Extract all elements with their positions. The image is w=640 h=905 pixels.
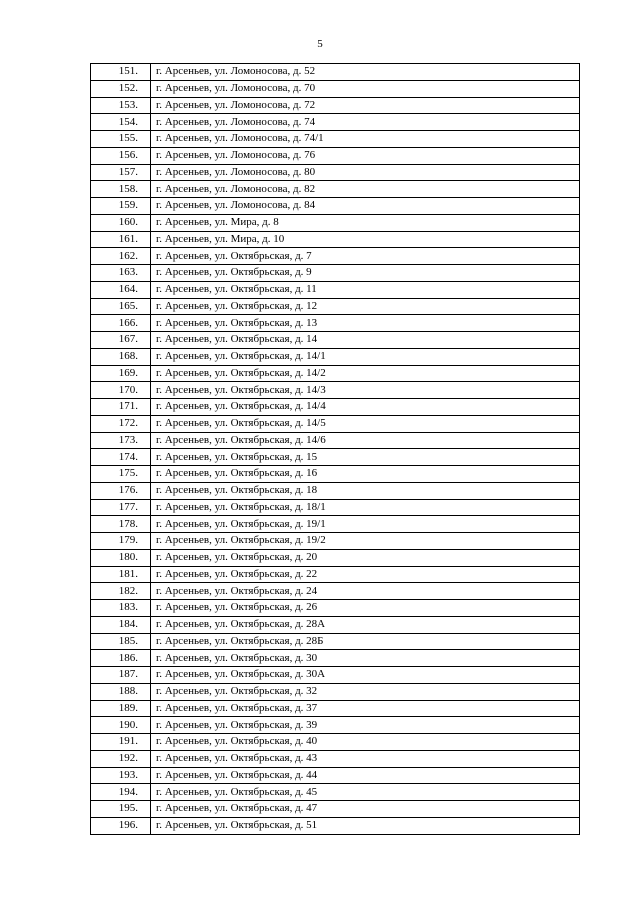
row-number: 159. [91,198,151,215]
row-number: 160. [91,214,151,231]
table-row [91,549,580,566]
row-number: 189. [91,700,151,717]
row-number: 156. [91,147,151,164]
table-row [91,717,580,734]
row-number: 155. [91,131,151,148]
row-number: 169. [91,365,151,382]
table-row [91,315,580,332]
row-number: 177. [91,499,151,516]
row-number: 152. [91,80,151,97]
row-address: г. Арсеньев, ул. Октябрьская, д. 20 [151,549,580,566]
row-address: г. Арсеньев, ул. Октябрьская, д. 9 [151,265,580,282]
row-address: г. Арсеньев, ул. Октябрьская, д. 13 [151,315,580,332]
row-number: 172. [91,415,151,432]
row-address: г. Арсеньев, ул. Ломоносова, д. 70 [151,80,580,97]
table-row [91,198,580,215]
table-row [91,566,580,583]
table-row [91,265,580,282]
row-address: г. Арсеньев, ул. Ломоносова, д. 72 [151,97,580,114]
row-address: г. Арсеньев, ул. Октябрьская, д. 24 [151,583,580,600]
row-address: г. Арсеньев, ул. Октябрьская, д. 12 [151,298,580,315]
row-number: 186. [91,650,151,667]
row-address: г. Арсеньев, ул. Ломоносова, д. 84 [151,198,580,215]
row-address: г. Арсеньев, ул. Ломоносова, д. 52 [151,64,580,81]
row-address: г. Арсеньев, ул. Октябрьская, д. 51 [151,817,580,834]
table-row [91,114,580,131]
row-address: г. Арсеньев, ул. Октябрьская, д. 47 [151,801,580,818]
table-row [91,449,580,466]
row-number: 166. [91,315,151,332]
address-table-body [91,64,580,835]
row-number: 153. [91,97,151,114]
row-number: 181. [91,566,151,583]
table-row [91,784,580,801]
table-row [91,533,580,550]
table-row [91,181,580,198]
table-row [91,750,580,767]
row-number: 195. [91,801,151,818]
table-row [91,164,580,181]
page-number: 5 [317,38,323,50]
row-address: г. Арсеньев, ул. Октябрьская, д. 16 [151,466,580,483]
table-row [91,415,580,432]
table-row [91,700,580,717]
row-address: г. Арсеньев, ул. Октябрьская, д. 19/2 [151,533,580,550]
table-row [91,767,580,784]
row-number: 190. [91,717,151,734]
row-address: г. Арсеньев, ул. Октябрьская, д. 14/1 [151,348,580,365]
row-number: 168. [91,348,151,365]
row-address: г. Арсеньев, ул. Октябрьская, д. 39 [151,717,580,734]
table-row [91,482,580,499]
table-row [91,432,580,449]
row-address: г. Арсеньев, ул. Октябрьская, д. 18/1 [151,499,580,516]
table-row [91,600,580,617]
row-number: 193. [91,767,151,784]
row-address: г. Арсеньев, ул. Октябрьская, д. 15 [151,449,580,466]
row-address: г. Арсеньев, ул. Октябрьская, д. 14/6 [151,432,580,449]
table-row [91,466,580,483]
row-number: 180. [91,549,151,566]
table-row [91,97,580,114]
table-row [91,131,580,148]
row-address: г. Арсеньев, ул. Ломоносова, д. 74 [151,114,580,131]
row-address: г. Арсеньев, ул. Октябрьская, д. 32 [151,683,580,700]
row-address: г. Арсеньев, ул. Октябрьская, д. 7 [151,248,580,265]
table-row [91,667,580,684]
table-row [91,817,580,834]
row-address: г. Арсеньев, ул. Ломоносова, д. 74/1 [151,131,580,148]
row-address: г. Арсеньев, ул. Октябрьская, д. 45 [151,784,580,801]
address-table [90,63,580,835]
row-number: 171. [91,399,151,416]
row-address: г. Арсеньев, ул. Октябрьская, д. 40 [151,734,580,751]
row-number: 176. [91,482,151,499]
row-number: 191. [91,734,151,751]
row-number: 182. [91,583,151,600]
table-row [91,298,580,315]
table-row [91,499,580,516]
row-number: 194. [91,784,151,801]
row-number: 178. [91,516,151,533]
row-address: г. Арсеньев, ул. Октябрьская, д. 18 [151,482,580,499]
row-address: г. Арсеньев, ул. Октябрьская, д. 14 [151,332,580,349]
row-number: 175. [91,466,151,483]
table-row [91,399,580,416]
table-row [91,683,580,700]
row-number: 165. [91,298,151,315]
table-row [91,231,580,248]
row-address: г. Арсеньев, ул. Октябрьская, д. 19/1 [151,516,580,533]
table-row [91,248,580,265]
row-number: 154. [91,114,151,131]
table-row [91,365,580,382]
row-number: 164. [91,281,151,298]
row-number: 167. [91,332,151,349]
row-address: г. Арсеньев, ул. Ломоносова, д. 80 [151,164,580,181]
row-number: 183. [91,600,151,617]
row-number: 196. [91,817,151,834]
row-number: 163. [91,265,151,282]
table-row [91,64,580,81]
row-address: г. Арсеньев, ул. Октябрьская, д. 28Б [151,633,580,650]
row-address: г. Арсеньев, ул. Ломоносова, д. 82 [151,181,580,198]
row-address: г. Арсеньев, ул. Мира, д. 8 [151,214,580,231]
row-number: 174. [91,449,151,466]
row-number: 161. [91,231,151,248]
table-row [91,633,580,650]
table-row [91,147,580,164]
row-number: 187. [91,667,151,684]
row-address: г. Арсеньев, ул. Октябрьская, д. 30 [151,650,580,667]
row-number: 162. [91,248,151,265]
row-number: 151. [91,64,151,81]
row-address: г. Арсеньев, ул. Октябрьская, д. 30А [151,667,580,684]
row-address: г. Арсеньев, ул. Мира, д. 10 [151,231,580,248]
row-address: г. Арсеньев, ул. Октябрьская, д. 11 [151,281,580,298]
row-number: 158. [91,181,151,198]
table-row [91,382,580,399]
row-address: г. Арсеньев, ул. Октябрьская, д. 22 [151,566,580,583]
table-row [91,516,580,533]
row-address: г. Арсеньев, ул. Октябрьская, д. 14/4 [151,399,580,416]
row-number: 184. [91,616,151,633]
row-address: г. Арсеньев, ул. Октябрьская, д. 28А [151,616,580,633]
table-row [91,650,580,667]
table-row [91,583,580,600]
row-number: 185. [91,633,151,650]
row-number: 173. [91,432,151,449]
table-row [91,281,580,298]
row-address: г. Арсеньев, ул. Октябрьская, д. 37 [151,700,580,717]
row-number: 170. [91,382,151,399]
row-address: г. Арсеньев, ул. Октябрьская, д. 14/3 [151,382,580,399]
table-row [91,332,580,349]
table-row [91,80,580,97]
row-number: 179. [91,533,151,550]
row-address: г. Арсеньев, ул. Октябрьская, д. 44 [151,767,580,784]
row-address: г. Арсеньев, ул. Октябрьская, д. 14/2 [151,365,580,382]
table-row [91,348,580,365]
row-address: г. Арсеньев, ул. Ломоносова, д. 76 [151,147,580,164]
table-row [91,734,580,751]
table-row [91,801,580,818]
row-address: г. Арсеньев, ул. Октябрьская, д. 43 [151,750,580,767]
table-row [91,616,580,633]
row-address: г. Арсеньев, ул. Октябрьская, д. 26 [151,600,580,617]
row-number: 157. [91,164,151,181]
row-address: г. Арсеньев, ул. Октябрьская, д. 14/5 [151,415,580,432]
row-number: 188. [91,683,151,700]
table-row [91,214,580,231]
row-number: 192. [91,750,151,767]
